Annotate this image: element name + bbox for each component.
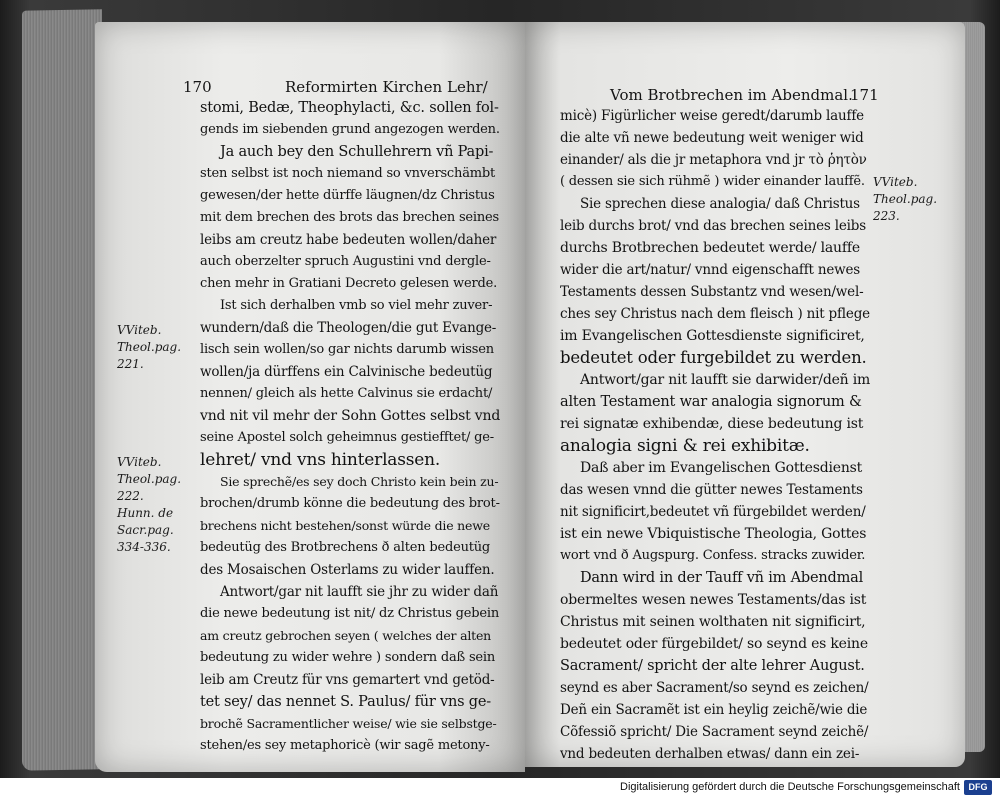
text-line: gends im siebenden grund angezogen werden. [200,122,500,137]
margin-note-line: 334-336. [117,540,171,554]
text-line: chen mehr in Gratiani Decreto gelesen werde. [200,276,498,291]
text-line: die alte vñ newe bedeutung weit weniger wid [560,130,864,146]
text-line: im Evangelischen Gottesdienste significiret, [560,328,865,344]
funding-notice: Digitalisierung gefördert durch die Deutsche Forschungsgemeinschaft [620,781,960,793]
margin-note-line: Theol.pag. [873,192,938,206]
text-line: leib durchs brot/ vnd das brechen seines leibs [560,218,866,234]
margin-note-line: Sacr.pag. [117,523,174,537]
text-line: nennen/ gleich als hette Calvinus sie erdacht/ [200,386,493,401]
text-line: tet sey/ das nennet S. Paulus/ für vns ge- [200,694,491,710]
text-line: wundern/daß die Theologen/die gut Evange- [200,320,497,336]
text-line: Sie sprechẽ/es sey doch Christo kein bein zu- [220,474,499,489]
text-line: ches sey Christus nach dem fleisch ) nit pflege [560,306,870,322]
text-line: brechens nicht bestehen/sonst würde die newe [200,518,490,533]
text-line: Sacrament/ spricht der alte lehrer August. [560,658,865,674]
text-line: auch oberzelter spruch Augustini vnd dergle- [200,254,491,269]
text-line: des Mosaischen Osterlams zu wider lauffen. [200,562,495,578]
text-line: bedeutüg des Brotbrechens ð alten bedeutüg [200,540,491,555]
margin-note-line: Theol.pag. [117,340,182,354]
text-line: Ist sich derhalben vmb so viel mehr zuver- [220,298,493,313]
text-line: nit significirt,bedeutet vñ fürgebildet werden/ [560,504,866,520]
left-page [95,22,525,772]
text-line: analogia signi & rei exhibitæ. [560,436,810,456]
text-line: vnd nit vil mehr der Sohn Gottes selbst vnd [200,408,501,424]
running-head: Vom Brotbrechen im Abendmal. [610,86,853,104]
text-line: lehret/ vnd vns hinterlassen. [200,450,441,470]
text-line: obermeltes wesen newes Testaments/das ist [560,592,867,608]
text-line: durchs Brotbrechen bedeutet werde/ lauffe [560,240,860,256]
text-line: stomi, Bedæ, Theophylacti, &c. sollen fol- [200,100,499,116]
text-line: leib am Creutz für vns gemartert vnd getöd- [200,672,495,688]
text-line: Cõfessiõ spricht/ Die Sacrament seynd zeichẽ/ [560,724,869,740]
text-line: brochen/drumb könne die bedeutung des brot- [200,496,500,511]
margin-note-line: VViteb. [117,323,162,337]
page-number: 171 [850,86,879,104]
text-line: Christus mit seinen wolthaten nit significirt, [560,614,866,630]
margin-note-line: Hunn. de [117,506,174,520]
text-line: wider die art/natur/ vnnd eigenschafft newes [560,262,860,278]
text-line: die newe bedeutung ist nit/ dz Christus gebein [200,606,500,621]
text-line: Antwort/gar nit laufft sie jhr zu wider dañ [220,584,499,600]
text-line: wort vnd ð Augspurg. Confess. stracks zuwider. [560,548,866,563]
text-line: micè) Figürlicher weise geredt/darumb lauffe [560,108,864,124]
text-line: sten selbst ist noch niemand so vnverschämbt [200,166,496,181]
text-line: das wesen vnnd die gütter newes Testaments [560,482,863,498]
margin-note-line: 222. [117,489,144,503]
text-line: mit dem brechen des brots das brechen seines [200,210,500,225]
text-line: Dann wird in der Tauff vñ im Abendmal [580,570,864,586]
text-line: bedeutet oder furgebildet zu werden. [560,348,867,367]
text-line: brochẽ Sacramentlicher weise/ wie sie selbstge- [200,716,497,731]
text-line: einander/ als die jr metaphora vnd jr τὸ ῥητὸν [560,152,867,168]
margin-note-line: VViteb. [117,455,162,469]
margin-note-line: 223. [873,209,900,223]
margin-note [873,174,937,225]
right-page [525,22,965,767]
text-line: Ja auch bey den Schullehrern vñ Papi- [220,144,494,160]
margin-note-line: VViteb. [873,175,918,189]
text-line: bedeutung zu wider wehre ) sondern daß sein [200,650,496,665]
text-line: Antwort/gar nit laufft sie darwider/deñ im [580,372,871,388]
margin-note-line: Theol.pag. [117,472,182,486]
text-line: wollen/ja dürffens ein Calvinische bedeutüg [200,364,493,380]
text-line: leibs am creutz habe bedeuten wollen/daher [200,232,497,248]
text-line: lisch sein wollen/so gar nichts darumb wissen [200,342,494,357]
text-line: vnd bedeuten derhalben etwas/ dann ein zei- [560,746,860,762]
text-line: Testaments dessen Substantz vnd wesen/wel- [560,284,864,300]
margin-note [117,322,181,373]
text-line: am creutz gebrochen seyen ( welches der alten [200,628,492,643]
text-line: alten Testament war analogia signorum & [560,394,862,410]
dfg-logo: DFG [964,780,992,795]
footer-bar [0,778,1000,798]
page-edges-left [22,9,102,770]
running-head: Reformirten Kirchen Lehr/ [285,78,488,96]
text-line: seine Apostel solch geheimnus gestiefftet/ ge- [200,430,494,445]
text-line: ist ein newe Vbiquistische Theologia, Gottes [560,526,867,542]
text-line: ( dessen sie sich rühmẽ ) wider einander lauffẽ. [560,174,865,189]
margin-note [117,454,181,556]
text-line: Daß aber im Evangelischen Gottesdienst [580,460,863,476]
page-number: 170 [183,78,212,96]
text-line: gewesen/der hette dürffe läugnen/dz Christus [200,188,495,203]
text-line: bedeutet oder fürgebildet/ so seynd es keine [560,636,868,652]
text-line: stehen/es sey metaphoricè (wir sagẽ metony- [200,738,490,753]
text-line: Sie sprechen diese analogia/ daß Christus [580,196,860,212]
text-line: rei signatæ exhibendæ, diese bedeutung ist [560,416,864,432]
margin-note-line: 221. [117,357,144,371]
text-line: Deñ ein Sacramẽt ist ein heylig zeichẽ/wie die [560,702,868,718]
text-line: seynd es aber Sacrament/so seynd es zeichen/ [560,680,869,696]
